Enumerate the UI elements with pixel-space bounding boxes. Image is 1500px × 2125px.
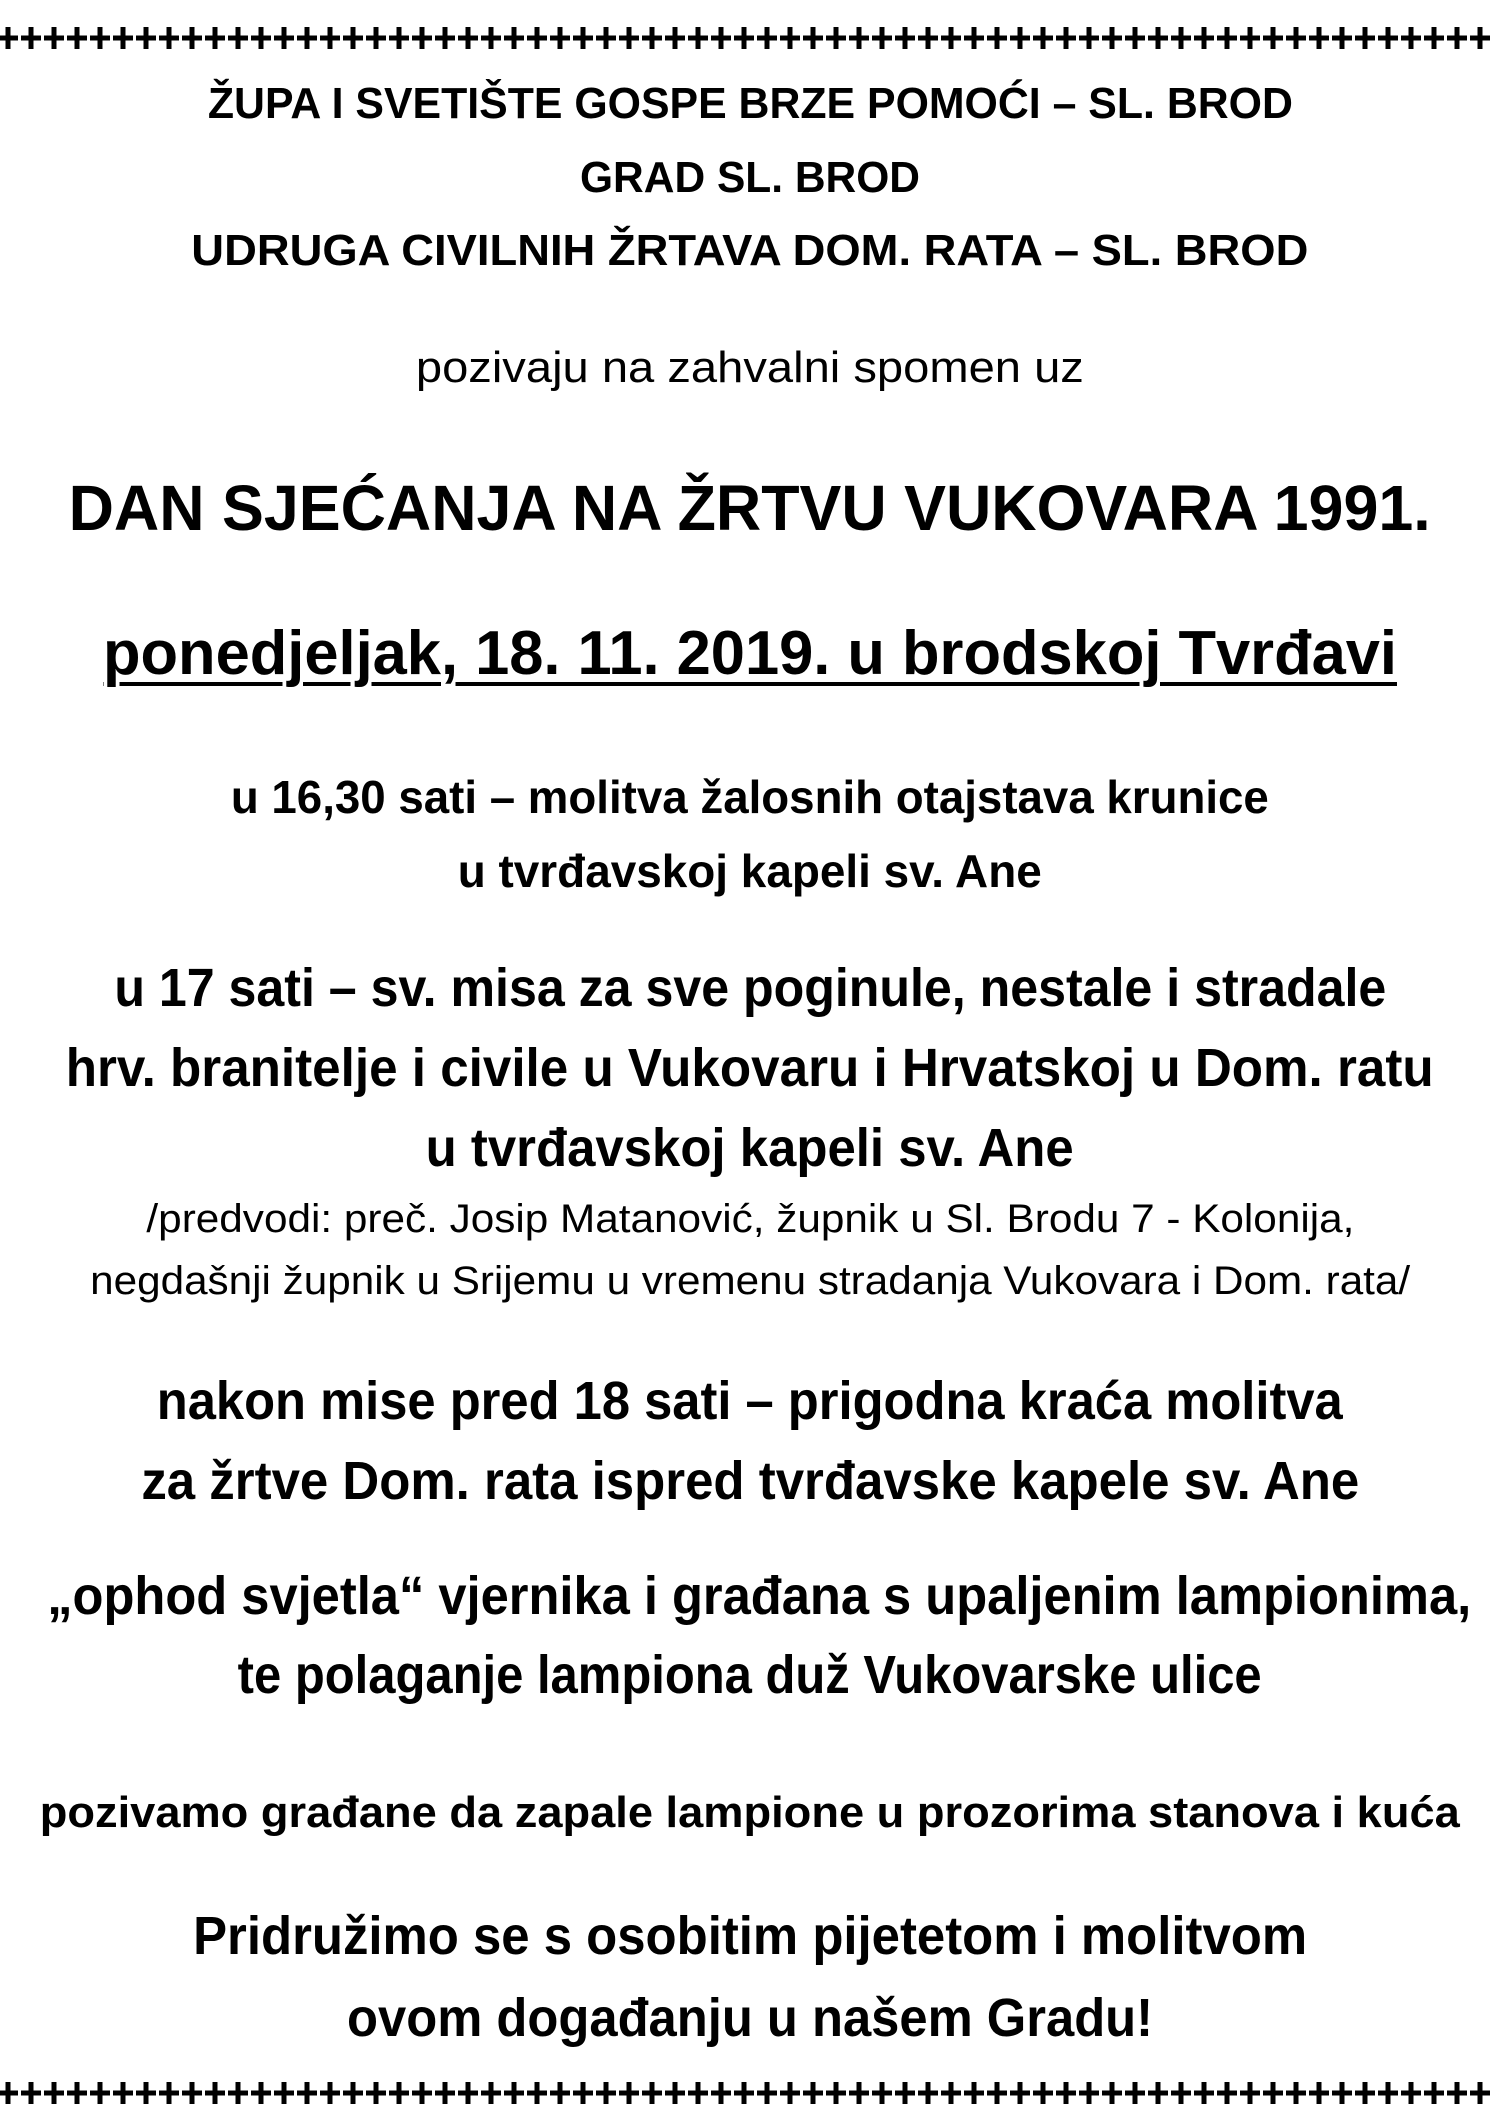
mass-time-line: u 17 sati – sv. misa za sve poginule, nestale i stradale (114, 958, 1386, 1018)
rosary-location-line: u tvrđavskoj kapeli sv. Ane (457, 845, 1043, 897)
cross-row-icon (0, 25, 1500, 51)
procession-line-2: te polaganje lampiona duž Vukovarske ulice (238, 1645, 1262, 1705)
organizer-parish: ŽUPA I SVETIŠTE GOSPE BRZE POMOĆI – SL. BROD (207, 79, 1293, 128)
rosary-time-line: u 16,30 sati – molitva žalosnih otajstava krunice (230, 771, 1270, 823)
cross-row-icon (0, 2080, 1500, 2106)
organizer-association: UDRUGA CIVILNIH ŽRTAVA DOM. RATA – SL. BROD (191, 226, 1309, 275)
citizens-call-line: pozivamo građane da zapale lampione u prozorima stanova i kuća (39, 1788, 1461, 1837)
event-date-location: ponedjeljak, 18. 11. 2019. u brodskoj Tvrđavi (103, 619, 1397, 688)
event-headline: DAN SJEĆANJA NA ŽRTVU VUKOVARA 1991. (68, 472, 1432, 544)
prayer-time-line: nakon mise pred 18 sati – prigodna kraća molitva (156, 1371, 1344, 1431)
prayer-location-line: za žrtve Dom. rata ispred tvrđavske kapele sv. Ane (141, 1451, 1359, 1511)
invitation-intro: pozivaju na zahvalni spomen uz (415, 343, 1085, 392)
closing-line-2: ovom događanju u našem Gradu! (346, 1988, 1154, 2048)
top-cross-border (0, 25, 1500, 51)
mass-celebrant-note-1: /predvodi: preč. Josip Matanović, župnik u Sl. Brodu 7 - Kolonija, (146, 1197, 1354, 1241)
procession-line-1: „ophod svjetla“ vjernika i građana s upaljenim lampionima, (47, 1566, 1472, 1626)
bottom-cross-border (0, 2080, 1500, 2106)
closing-line-1: Pridružimo se s osobitim pijetetom i molitvom (193, 1906, 1307, 1966)
organizer-city: GRAD SL. BROD (580, 153, 920, 202)
mass-celebrant-note-2: negdašnji župnik u Srijemu u vremenu stradanja Vukovara i Dom. rata/ (89, 1259, 1411, 1303)
mass-dedication-line: hrv. branitelje i civile u Vukovaru i Hrvatskoj u Dom. ratu (66, 1038, 1434, 1098)
mass-location-line: u tvrđavskoj kapeli sv. Ane (426, 1118, 1074, 1178)
